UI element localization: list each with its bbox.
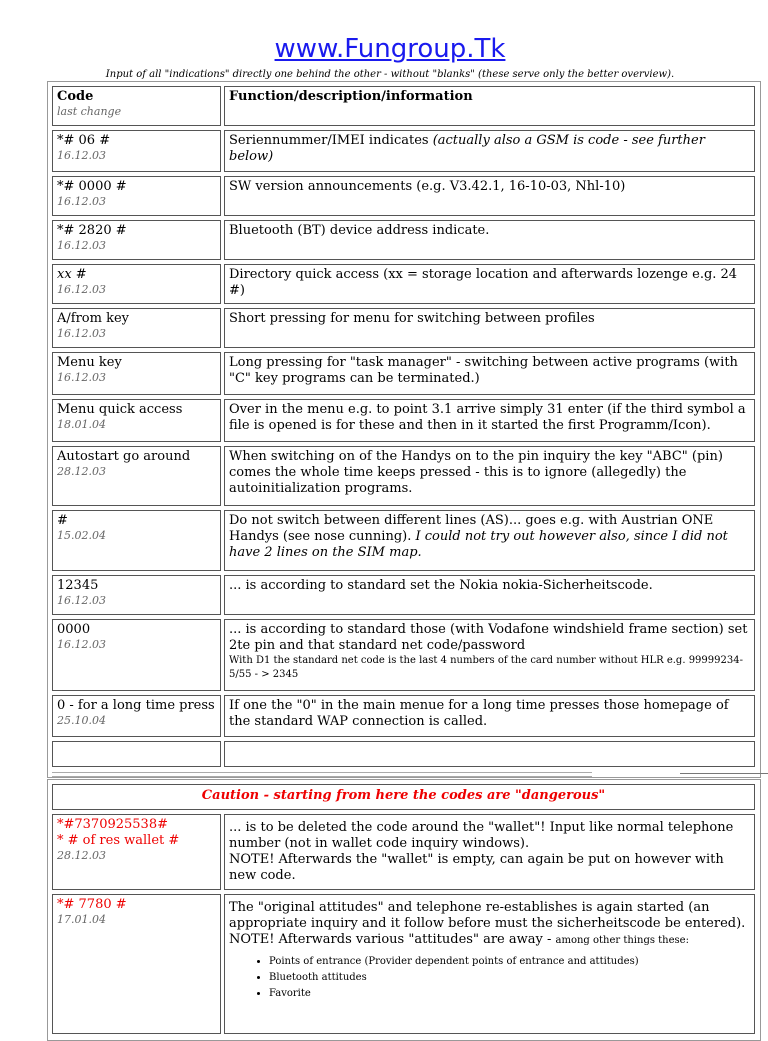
table-row-description [224,814,755,890]
description-note: With D1 the standard net code is the last 4 numbers of the card number without HLR e.g. 99999234-5/55 - > 2345 [229,655,743,680]
page-title[interactable]: www.Fungroup.Tk [274,34,506,64]
horizontal-rule [680,773,768,774]
table-row-code [52,894,221,1034]
table-row-description [224,399,755,442]
header-code-cell [52,86,221,126]
table-row-code [52,220,221,260]
table-row-code [52,264,221,304]
description-text: Short pressing for menu for switching between profiles [229,311,595,326]
row-date: 16.12.03 [57,594,106,607]
description-text: Do not switch between different lines (AS)... goes e.g. with Austrian ONE Handys (see nose cunning). [229,513,714,544]
description-text: If one the "0" in the main menue for a long time presses those homepage of the standard WAP connection is called. [229,698,729,729]
table-row-code [52,814,221,890]
table-row-code [52,130,221,172]
description-note: NOTE! Afterwards various "attitudes" are away - [229,932,556,947]
description-text: ... is according to standard set the Nokia nokia-Sicherheitscode. [229,578,653,593]
row-date: 16.12.03 [57,283,106,296]
row-date: 16.12.03 [57,195,106,208]
code-value: Menu key [57,355,122,370]
header-last-change: last change [57,105,122,118]
row-date: 28.12.03 [57,465,106,478]
description-italic: (actually also a GSM is code - see further below) [229,133,705,164]
caution-banner: Caution - starting from here the codes are "dangerous" [52,784,755,810]
row-date: 16.12.03 [57,239,106,252]
row-date: 28.12.03 [57,849,106,862]
description-italic: I could not try out however also, since I did not have 2 lines on the SIM map. [229,529,728,560]
empty-cell [52,741,221,767]
table-row-description [224,619,755,691]
code-value: 0 - for a long time press [57,698,215,713]
row-date: 15.02.04 [57,529,106,542]
description-note: NOTE! Afterwards the "wallet" is empty, can again be put on however with new code. [229,852,724,883]
table-row-code [52,352,221,395]
row-date: 16.12.03 [57,327,106,340]
table-row-code [52,575,221,615]
table-row-description [224,510,755,571]
row-date: 16.12.03 [57,371,106,384]
row-date: 16.12.03 [57,638,106,651]
description-text: Directory quick access (xx = storage location and afterwards lozenge e.g. 24 #) [229,267,738,298]
row-date: 16.12.03 [57,149,106,162]
description-text: ... is to be deleted the code around the "wallet"! Input like normal telephone number (not in wallet code inquiry windows). [229,820,734,851]
description-text: ... is according to standard those (with Vodafone windshield frame section) set 2te pin and that standard net code/password [229,622,748,653]
list-item: • Points of entrance (Provider dependent points of entrance and attitudes) [269,954,750,970]
code-value: # [57,513,68,528]
table-row-code [52,446,221,506]
divider [52,776,592,777]
row-date: 17.01.04 [57,913,106,926]
table-row-code [52,695,221,737]
header-function-cell [224,86,755,126]
code-value: Menu quick access [57,402,183,417]
header-function: Function/description/information [229,89,473,104]
code-value: *# 0000 # [57,179,127,194]
table-row-description [224,894,755,1034]
code-value-alt: * # of res wallet # [57,833,180,848]
table-row-code [52,399,221,442]
attitudes-list [229,954,750,1002]
table-row-description [224,446,755,506]
empty-cell [224,741,755,767]
description-note-small: among other things these: [555,935,689,946]
row-date: 18.01.04 [57,418,106,431]
table-row-code [52,176,221,216]
code-value: *# 2820 # [57,223,127,238]
table-row-description [224,220,755,260]
code-value: Autostart go around [57,449,191,464]
description-text: When switching on of the Handys on to the pin inquiry the key "ABC" (pin) comes the whole time keeps pressed - this is to ignore (allegedly) the autoinitialization programs. [229,449,723,496]
table-row-description [224,130,755,172]
description-text: Long pressing for "task manager" - switching between active programs (with "C" key programs can be terminated.) [229,355,738,386]
header-code: Code [57,89,94,104]
table-row-description [224,695,755,737]
table-row-description [224,176,755,216]
table-row-code [52,619,221,691]
code-value: xx # [57,267,87,282]
description-text: Over in the menu e.g. to point 3.1 arrive simply 31 enter (if the third symbol a file is opened is for these and then in it started the first Programm/Icon). [229,402,746,433]
table-row-code [52,510,221,571]
description-text: Bluetooth (BT) device address indicate. [229,223,490,238]
description-text: SW version announcements (e.g. V3.42.1, 16-10-03, Nhl-10) [229,179,626,194]
code-value: A/from key [57,311,129,326]
table-row-description [224,352,755,395]
list-item: • Bluetooth attitudes [269,970,750,986]
table-row-description [224,264,755,304]
table-row-description [224,308,755,348]
code-value: *# 7780 # [57,897,127,912]
list-item: • Favorite [269,986,750,1002]
code-value: 12345 [57,578,99,593]
code-value: 0000 [57,622,91,637]
table-row-description [224,575,755,615]
code-value: *# 06 # [57,133,111,148]
table-row-code [52,308,221,348]
code-value: *#7370925538# [57,817,168,832]
description-text: Seriennummer/IMEI indicates [229,133,433,148]
divider [52,772,592,773]
row-date: 25.10.04 [57,714,106,727]
description-text: The "original attitudes" and telephone re-establishes is again started (an appropriate inquiry and it follow before must the sicherheitscode be entered). [229,900,746,931]
subtitle: Input of all "indications" directly one behind the other - without "blanks" (these serve only the better overview). [105,69,675,80]
